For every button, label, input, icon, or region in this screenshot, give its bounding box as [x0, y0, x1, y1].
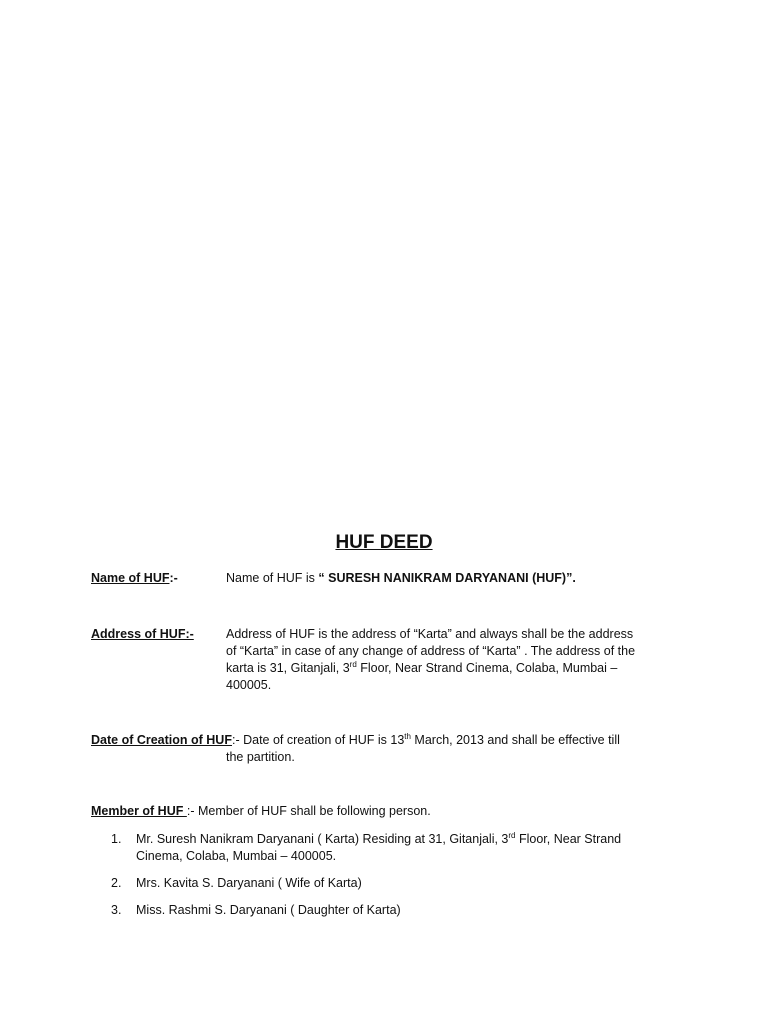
list-item: 2. Mrs. Kavita S. Daryanani ( Wife of Karta): [111, 876, 362, 890]
name-of-huf-value: Name of HUF is “ SURESH NANIKRAM DARYANANI (HUF)”.: [226, 571, 576, 585]
list-item: 3. Miss. Rashmi S. Daryanani ( Daughter of Karta): [111, 903, 401, 917]
member-of-huf-section: Member of HUF :- Member of HUF shall be following person.: [91, 804, 431, 818]
list-item: 1. Mr. Suresh Nanikram Daryanani ( Karta) Residing at 31, Gitanjali, 3rd Floor, Near Strand Cinema, Colaba, Mumbai – 400005.: [111, 830, 622, 863]
name-of-huf-label: Name of HUF:-: [91, 571, 178, 585]
member-of-huf-text: Member of HUF shall be following person.: [197, 804, 431, 818]
document-title: HUF DEED: [335, 532, 433, 553]
name-of-huf-section: [91, 570, 691, 587]
address-of-huf-section: [91, 626, 691, 694]
address-of-huf-value: Address of HUF is the address of “Karta” and always shall be the address of “Karta” in case of any change of address of “Karta” . The address of the karta is 31, Gitanjali, 3rd Floor, Near Strand Cinema, Colaba, Mumbai – 400005.: [226, 627, 636, 692]
date-of-creation-line: Date of Creation of HUF:- Date of creation of HUF is 13th March, 2013 and shall be effective till: [91, 731, 620, 747]
members-list: [111, 831, 691, 919]
huf-name: “ SURESH NANIKRAM DARYANANI (HUF)”.: [318, 571, 576, 585]
address-of-huf-label: Address of HUF:-: [91, 627, 194, 641]
date-of-creation-section: [91, 732, 691, 766]
date-of-creation-label: Date of Creation of HUF: [91, 733, 232, 747]
member-of-huf-label: Member of HUF: [91, 804, 187, 818]
date-of-creation-continuation: the partition.: [226, 750, 295, 764]
